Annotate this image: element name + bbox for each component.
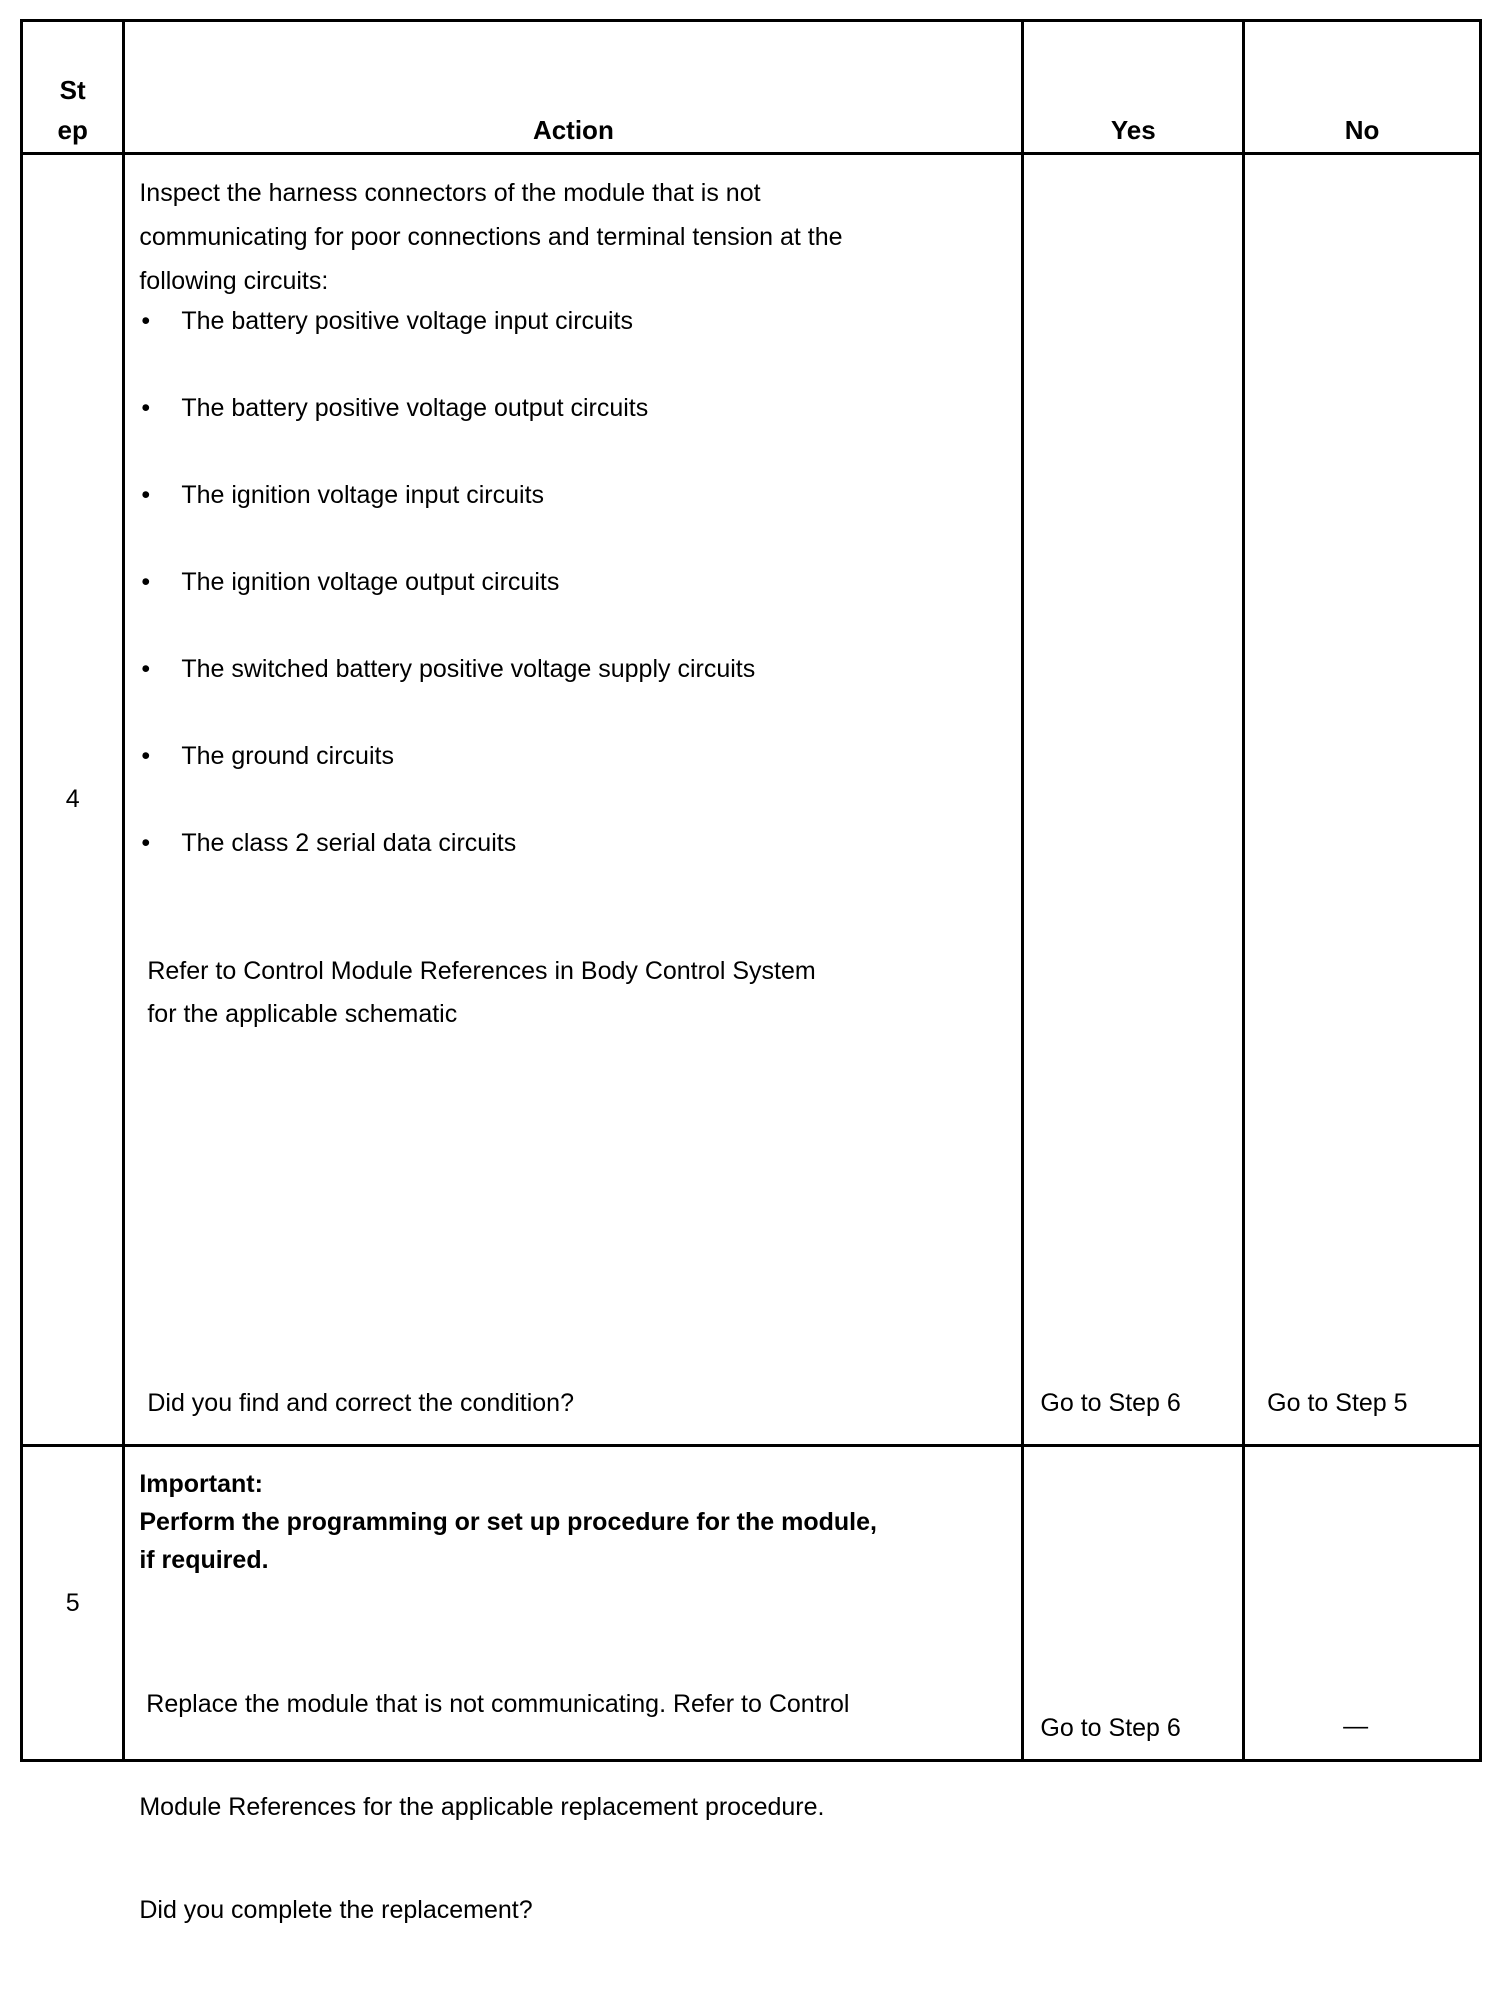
no-answer: — <box>1343 1712 1369 1740</box>
inspect-instructions <box>139 171 842 303</box>
circuit-label: The battery positive voltage output circuits <box>181 394 649 422</box>
intro-line: Inspect the harness connectors of the module that is not <box>139 179 761 207</box>
intro-line: communicating for poor connections and terminal tension at the <box>139 223 843 251</box>
action-cell-step-4 <box>124 154 1023 1446</box>
replace-line: Did you complete the replacement? <box>139 1896 533 1924</box>
replace-line: Module References for the applicable replacement procedure. <box>139 1793 825 1821</box>
question-text: Did you find and correct the condition? <box>147 1389 574 1417</box>
circuit-label: The ignition voltage input circuits <box>181 481 545 509</box>
replace-line: Replace the module that is not communicating. Refer to Control <box>139 1690 850 1718</box>
bullet-icon: • <box>141 655 151 683</box>
circuit-label: The ignition voltage output circuits <box>181 568 560 596</box>
bullet-icon: • <box>141 568 151 596</box>
yes-cell-step-4 <box>1023 154 1244 1446</box>
header-yes: Yes <box>1023 21 1244 154</box>
list-item <box>141 655 755 684</box>
list-item <box>141 568 559 597</box>
circuit-label: The ground circuits <box>181 742 394 770</box>
header-step <box>22 21 124 154</box>
bullet-icon: • <box>141 481 151 509</box>
bullet-icon: • <box>141 742 151 770</box>
list-item <box>141 829 516 858</box>
header-row <box>22 21 1481 154</box>
yes-answer: Go to Step 6 <box>1040 1389 1181 1417</box>
circuit-label: The switched battery positive voltage supply circuits <box>181 655 756 683</box>
refer-line: Refer to Control Module References in Body Control System <box>147 957 816 985</box>
no-answer: Go to Step 5 <box>1267 1389 1408 1417</box>
list-item <box>141 481 544 510</box>
bullet-icon: • <box>141 307 151 335</box>
no-cell-step-5 <box>1244 1446 1481 1761</box>
intro-line: following circuits: <box>139 267 329 295</box>
circuit-label: The battery positive voltage input circuits <box>181 307 633 335</box>
circuit-label: The class 2 serial data circuits <box>181 829 517 857</box>
yes-cell-step-5 <box>1023 1446 1244 1761</box>
header-action: Action <box>124 21 1023 154</box>
step-number: 5 <box>22 1446 124 1761</box>
header-step-line1: St <box>59 75 86 105</box>
header-step-line2: ep <box>57 115 88 145</box>
table-row-step-5 <box>22 1446 1481 1761</box>
important-note <box>139 1465 877 1579</box>
action-cell-step-5 <box>124 1446 1023 1924</box>
diagnostic-table <box>20 19 1482 1924</box>
important-line: Perform the programming or set up procedure for the module, <box>139 1508 877 1536</box>
no-cell-step-4 <box>1244 154 1481 1446</box>
step-number: 4 <box>22 154 124 1446</box>
yes-answer: Go to Step 6 <box>1040 1714 1181 1742</box>
important-line: if required. <box>139 1546 269 1574</box>
bullet-icon: • <box>141 829 151 857</box>
header-no: No <box>1244 21 1481 154</box>
list-item <box>141 742 394 771</box>
bullet-icon: • <box>141 394 151 422</box>
replace-instructions <box>139 1624 849 1991</box>
list-item <box>141 307 633 336</box>
important-line: Important: <box>139 1470 263 1498</box>
list-item <box>141 394 648 423</box>
refer-line: for the applicable schematic <box>147 1000 458 1028</box>
reference-note <box>147 950 815 1036</box>
table-row-step-4 <box>22 154 1481 1446</box>
